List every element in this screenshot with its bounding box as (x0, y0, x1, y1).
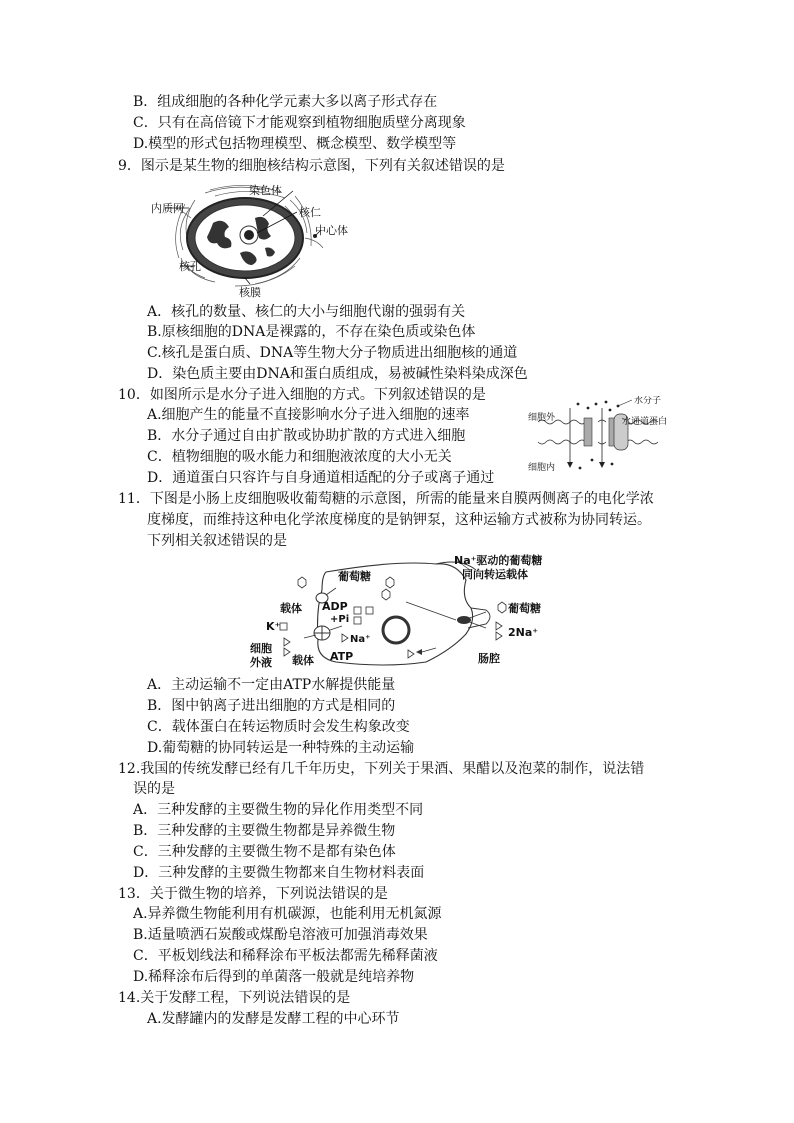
q9-stem: 9．图示是某生物的细胞核结构示意图，下列有关叙述错误的是 (118, 158, 505, 174)
q8-option-d: D.模型的形式包括物理模型、概念模型、数学模型等 (133, 136, 457, 152)
q9-option-c: C.核孔是蛋白质、DNA等生物大分子物质进出细胞核的通道 (147, 345, 518, 361)
label-na2: 2Na⁺ (508, 626, 539, 639)
q12-option-a: A．三种发酵的主要微生物的异化作用类型不同 (133, 802, 424, 818)
label-ecf-2: 外液 (250, 656, 272, 669)
label-glucose-right: 葡萄糖 (508, 602, 541, 615)
label-inside: 细胞内 (528, 463, 556, 473)
q10-option-b: B．水分子通过自由扩散或协助扩散的方式进入细胞 (147, 428, 466, 444)
q9-option-a: A．核孔的数量、核仁的大小与细胞代谢的强弱有关 (147, 304, 466, 320)
label-symporter-1: Na⁺驱动的葡萄糖 (454, 554, 543, 567)
q9-option-d: D．染色质主要由DNA和蛋白质组成，易被碱性染料染成深色 (147, 366, 528, 382)
label-carrier-bottom: 载体 (292, 654, 314, 667)
label-carrier-top: 载体 (280, 602, 302, 615)
q8-option-c: C．只有在高倍镜下才能观察到植物细胞质壁分离现象 (133, 115, 466, 131)
q12-option-d: D．三种发酵的主要微生物都来自生物材料表面 (133, 865, 425, 881)
label-pore: 核孔 (179, 260, 201, 273)
q14-option-a: A.发酵罐内的发酵是发酵工程的中心环节 (147, 1011, 400, 1027)
glucose-transport-diagram (246, 550, 556, 672)
q14-stem: 14.关于发酵工程，下列说法错误的是 (118, 990, 351, 1006)
q12-stem-line2: 误的是 (133, 781, 175, 797)
q11-stem-line2: 度梯度，而维持这种电化学浓度梯度的是钠钾泵，这种运输方式被称为协同转运。 (147, 512, 651, 528)
q11-stem-line1: 11．下图是小肠上皮细胞吸收葡萄糖的示意图，所需的能量来自膜两侧离子的电化学浓 (118, 491, 654, 507)
q11-option-a: A．主动运输不一定由ATP水解提供能量 (147, 677, 396, 693)
label-adp: ADP (322, 600, 348, 613)
q11-option-c: C．载体蛋白在转运物质时会发生构象改变 (147, 719, 410, 735)
q12-option-c: C．三种发酵的主要微生物不是都有染色体 (133, 844, 396, 860)
label-lumen: 肠腔 (478, 652, 500, 665)
q10-option-a: A.细胞产生的能量不直接影响水分子进入细胞的速率 (147, 407, 470, 423)
label-glucose-top: 葡萄糖 (338, 570, 371, 583)
q13-stem: 13．关于微生物的培养，下列说法错误的是 (118, 886, 388, 902)
q10-option-c: C．植物细胞的吸水能力和细胞液浓度的大小无关 (147, 449, 452, 465)
label-chromosome: 染色体 (249, 184, 282, 197)
label-channel: 水通道蛋白 (622, 417, 668, 427)
label-nucleolus: 核仁 (299, 206, 321, 219)
q12-option-b: B．三种发酵的主要微生物都是异养微生物 (133, 823, 396, 839)
label-ecf-1: 细胞 (250, 642, 272, 655)
q10-stem: 10．如图所示是水分子进入细胞的方式。下列叙述错误的是 (118, 387, 486, 403)
label-atp: ATP (330, 650, 354, 663)
label-centrosome: 中心体 (315, 224, 348, 237)
label-symporter-2: 同向转运载体 (462, 568, 528, 581)
q13-option-b: B.适量喷洒石炭酸或煤酚皂溶液可加强消毒效果 (133, 927, 428, 943)
water-channel-diagram (522, 396, 682, 476)
label-outside: 细胞外 (528, 413, 556, 423)
q13-option-d: D.稀释涂布后得到的单菌落一般就是纯培养物 (133, 969, 415, 985)
label-envelope: 核膜 (239, 286, 261, 299)
q11-option-d: D.葡萄糖的协同转运是一种特殊的主动运输 (147, 740, 415, 756)
label-k: K⁺ (266, 620, 281, 633)
label-er: 内质网 (151, 202, 184, 215)
q8-option-b: B．组成细胞的各种化学元素大多以离子形式存在 (133, 94, 438, 110)
q11-option-b: B．图中钠离子进出细胞的方式是相同的 (147, 698, 396, 714)
q10-option-d: D．通道蛋白只容许与自身通道相适配的分子或离子通过 (147, 470, 495, 486)
label-water: 水分子 (634, 396, 662, 406)
q11-stem-line3: 下列相关叙述错误的是 (147, 533, 287, 549)
q13-option-a: A.异养微生物能利用有机碳源，也能利用无机氮源 (133, 906, 442, 922)
label-pi: +Pi (330, 614, 350, 625)
nucleus-diagram (145, 178, 375, 300)
label-na: Na⁺ (350, 634, 371, 645)
q13-option-c: C．平板划线法和稀释涂布平板法都需先稀释菌液 (133, 948, 438, 964)
q9-option-b: B.原核细胞的DNA是裸露的，不存在染色质或染色体 (147, 324, 476, 340)
q12-stem-line1: 12.我国的传统发酵已经有几千年历史，下列关于果酒、果醋以及泡菜的制作，说法错 (118, 761, 645, 777)
